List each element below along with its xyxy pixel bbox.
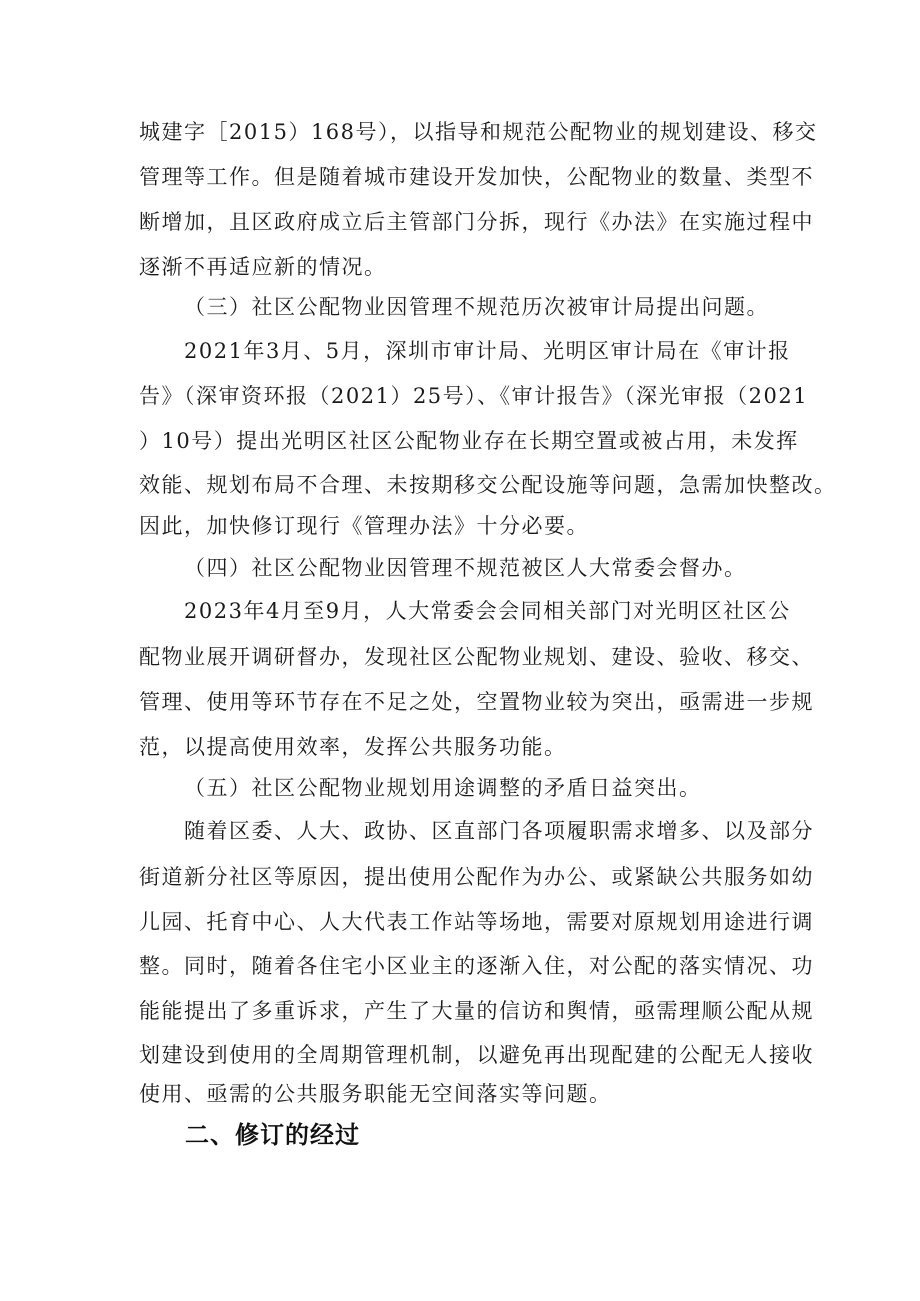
paragraph-line: 2023年4月至9月，人大常委会会同相关部门对光明区社区公 xyxy=(184,599,791,623)
paragraph-line: 效能、规划布局不合理、未按期移交公配设施等问题，急需加快整改。 xyxy=(139,473,837,497)
paragraph-line: 逐渐不再适应新的情况。 xyxy=(139,255,387,279)
paragraph-line: 管理、使用等环节存在不足之处，空置物业较为突出，亟需进一步规 xyxy=(139,690,814,714)
paragraph-line: 配物业展开调研督办，发现社区公配物业规划、建设、验收、移交、 xyxy=(139,645,814,669)
paragraph-line: 因此，加快修订现行《管理办法》十分必要。 xyxy=(139,514,589,538)
paragraph-line: 2021年3月、5月，深圳市审计局、光明区审计局在《审计报 xyxy=(184,339,791,363)
paragraph-line: 范，以提高使用效率，发挥公共服务功能。 xyxy=(139,735,567,759)
paragraph-line: 儿园、托育中心、人大代表工作站等场地，需要对原规划用途进行调 xyxy=(139,910,814,934)
paragraph-line: 划建设到使用的全周期管理机制，以避免再出现配建的公配无人接收 xyxy=(139,1043,814,1067)
section-subheading: （三）社区公配物业因管理不规范历次被审计局提出问题。 xyxy=(184,295,769,319)
paragraph-line: ）10号）提出光明区社区公配物业存在长期空置或被占用，未发挥 xyxy=(139,429,799,453)
paragraph-line: 告》（深审资环报（2021）25号）、《审计报告》（深光审报（2021 xyxy=(139,384,809,408)
paragraph-line: 断增加，且区政府成立后主管部门分拆，现行《办法》在实施过程中 xyxy=(139,210,814,234)
paragraph-line: 管理等工作。但是随着城市建设开发加快，公配物业的数量、类型不 xyxy=(139,165,814,189)
paragraph-line: 能能提出了多重诉求，产生了大量的信访和舆情，亟需理顺公配从规 xyxy=(139,999,814,1023)
paragraph-line: 整。同时，随着各住宅小区业主的逐渐入住，对公配的落实情况、功 xyxy=(139,954,814,978)
section-heading: 二、修订的经过 xyxy=(185,1121,360,1149)
paragraph-line: 街道新分社区等原因，提出使用公配作为办公、或紧缺公共服务如幼 xyxy=(139,865,814,889)
section-subheading: （四）社区公配物业因管理不规范被区人大常委会督办。 xyxy=(184,556,747,580)
paragraph-line: 城建字［2015）168号），以指导和规范公配物业的规划建设、移交 xyxy=(139,120,818,144)
paragraph-line: 随着区委、人大、政协、区直部门各项履职需求增多、以及部分 xyxy=(184,819,814,843)
paragraph-line: 使用、亟需的公共服务职能无空间落实等问题。 xyxy=(139,1082,612,1106)
section-subheading: （五）社区公配物业规划用途调整的矛盾日益突出。 xyxy=(184,776,702,800)
